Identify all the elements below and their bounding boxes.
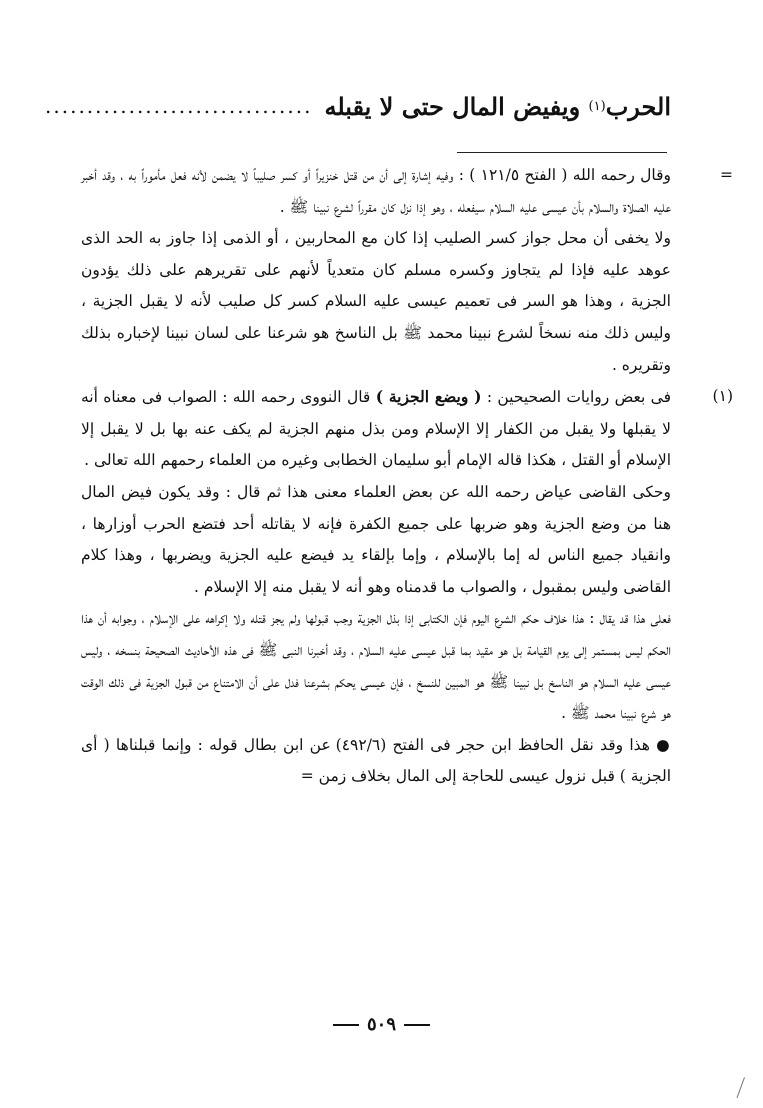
footnote-1-p1 [81, 381, 733, 477]
continuation-marker: = [720, 166, 733, 184]
continuation-text-1: وقال رحمه الله ( الفتح ١٢١/٥ ) : وفيه إشارة إلى أن من قتل خنزيراً أو كسر صليباً لا يضمن لأنه فعل مأموراً به ، وقد أخبر عليه الصلاة والسلام بأن عيسى عليه السلام سيفعله ، وهو إذا نزل كان مقرراً لشرع نبينا ﷺ . [81, 166, 672, 216]
footnote-1-marker: (١) [712, 387, 733, 406]
footnote-continuation-p1 [81, 160, 733, 223]
footnote-1-p4-text: ● هذا وقد نقل الحافظ ابن حجر فى الفتح (٤٩٢/٦) عن ابن بطال قوله : وإنما قبلناها ( أى الجزية ) قبل نزول عيسى للحاجة إلى المال بخلاف زمن = [81, 735, 671, 786]
header-dot-leader: ................................ [45, 94, 313, 118]
footnote-divider [457, 152, 667, 153]
scan-mark [737, 1077, 753, 1101]
header-title-end: ويفيض المال حتى لا يقبله [324, 91, 581, 121]
footnote-1-p2 [81, 477, 671, 603]
header-title-start: الحرب [605, 91, 671, 121]
footnote-1-p1-rest: قال النووى رحمه الله : الصواب فى معناه أنه لا يقبلها ولا يقبل من الكفار إلا الإسلام ومن بذل منهم الجزية لم يكف عنه بها بل لا يقبل إلا الإسلام أو القتل ، هكذا قاله الإمام أبو سليمان الخطابى وغيره من العلماء رحمهم الله تعالى . [81, 388, 671, 470]
footnote-continuation-p2 [81, 223, 671, 381]
page-number: ٥٠٩ [366, 1014, 396, 1035]
header-footnote-ref: (١) [588, 98, 606, 114]
folio-dash-left [333, 1024, 359, 1026]
footnote-1-p2-text: وحكى القاضى عياض رحمه الله عن بعض العلماء معنى هذا ثم قال : وقد يكون فيض المال هنا من وضع الجزية وهو ضربها على جميع الكفرة فإنه لا يقاتله أحد فتضع الحرب أوزارها ، وانقياد جميع الناس له إما بالإسلام ، وإما بإلقاء يد فيضع عليه الجزية ويضربها ، وهذا كلام القاضى وليس بمقبول ، والصواب ما قدمناه وهو أنه لا يقبل منه إلا الإسلام . [81, 482, 671, 596]
footnote-1-intro: فى بعض روايات الصحيحين : [486, 388, 672, 407]
running-header [45, 86, 671, 126]
page-folio [0, 1014, 763, 1035]
footnotes-area [81, 160, 733, 793]
continuation-text-2: ولا يخفى أن محل جواز كسر الصليب إذا كان مع المحاربين ، أو الذمى إذا جاوز به الحد الذى عوهد عليه فإذا لم يتجاوز وكسره مسلم كان متعدياً لأنهم على تقريرهم على ذلك يؤدون الجزية ، وهذا هو السر فى تعميم عيسى عليه السلام كسر كل صليب لأنه لا يقبل الجزية ، وليس ذلك منه نسخاً لشرع نبينا محمد ﷺ بل الناسخ هو شرعنا على لسان نبينا لإخباره بذلك وتقريره . [81, 229, 671, 374]
footnote-1-p3-text: فعلى هذا قد يقال : هذا خلاف حكم الشرع اليوم فإن الكتابى إذا بذل الجزية وجب قبولها ولم يجز قتله ولا إكراهه على الإسلام ، وجوابه أن هذا الحكم ليس بمستمر إلى يوم القيامة بل هو مقيد بما قبل عيسى عليه السلام ، وقد أخبرنا النبى ﷺ فى هذه الأحاديث الصحيحة بنسخه ، وليس عيسى عليه السلام هو الناسخ بل نبينا ﷺ هو المبين للنسخ ، فإن عيسى يحكم بشرعنا فدل على أن الامتناع من قبول الجزية فى ذلك الوقت هو شرع نبينا محمد ﷺ . [81, 609, 671, 723]
footnote-1-p3 [81, 603, 671, 729]
footnote-1-p4 [81, 730, 671, 793]
footnote-1-phrase: ( ويضع الجزية ) [375, 387, 482, 407]
folio-dash-right [404, 1024, 430, 1026]
